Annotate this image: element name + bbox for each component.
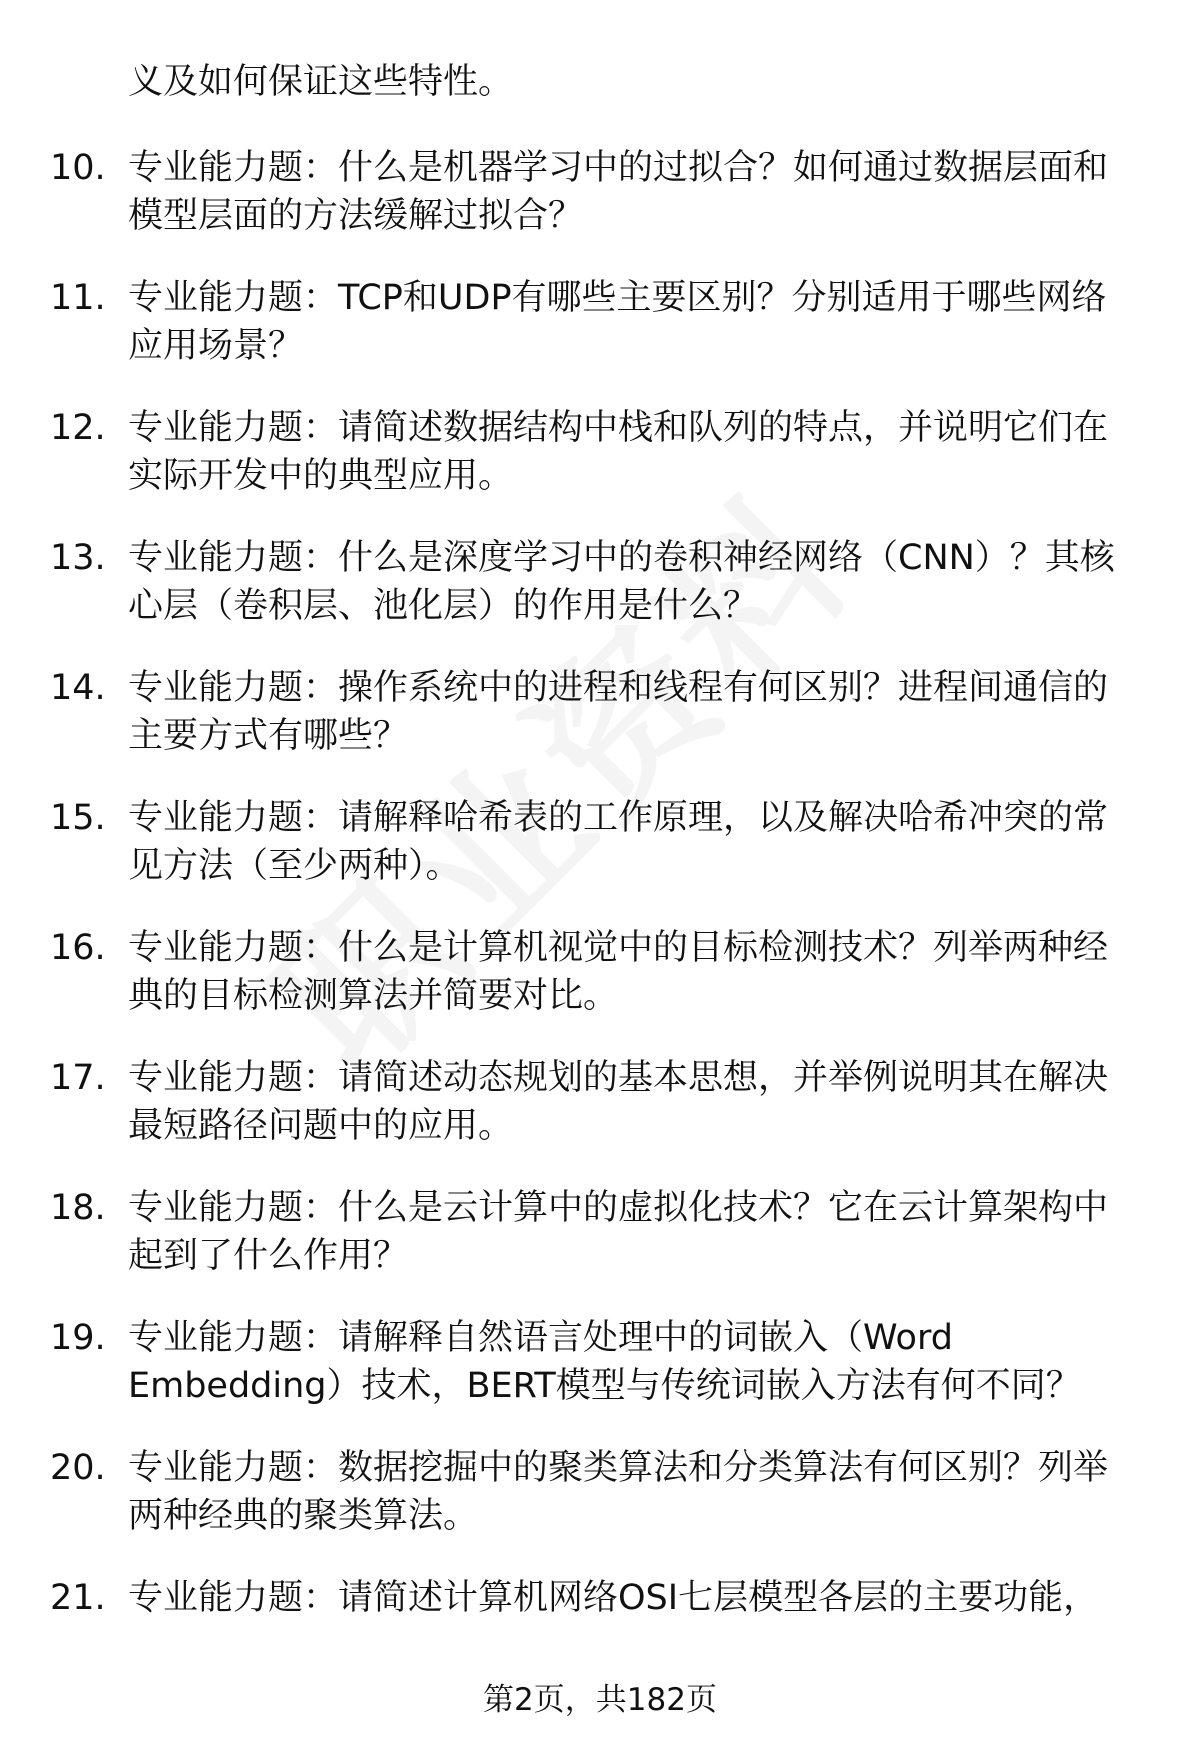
question-number: 19. [50, 1318, 106, 1358]
question-item [0, 1574, 1200, 1622]
question-number: 18. [50, 1188, 106, 1228]
question-item [0, 274, 1200, 370]
question-number: 12. [50, 408, 106, 448]
question-list [0, 58, 1200, 1656]
question-text: 专业能力题：请解释自然语言处理中的词嵌入（Word Embedding）技术，BERT模型与传统词嵌入方法有何不同？ [128, 1318, 1081, 1406]
question-number: 10. [50, 148, 106, 188]
question-item [0, 1184, 1200, 1280]
question-text: 专业能力题：操作系统中的进程和线程有何区别？进程间通信的主要方式有哪些？ [128, 668, 1109, 756]
question-item [0, 924, 1200, 1020]
question-text: 专业能力题：什么是机器学习中的过拟合？如何通过数据层面和模型层面的方法缓解过拟合？ [128, 148, 1109, 236]
question-text: 专业能力题：请简述计算机网络OSI七层模型各层的主要功能， [128, 1578, 1099, 1618]
question-item [0, 144, 1200, 240]
question-item [0, 1314, 1200, 1410]
page-footer: 第2页，共182页 [483, 1682, 717, 1718]
question-item [0, 1444, 1200, 1540]
question-number: 17. [50, 1058, 106, 1098]
question-item [0, 534, 1200, 630]
question-number: 13. [50, 538, 106, 578]
question-text: 专业能力题：请解释哈希表的工作原理，以及解决哈希冲突的常见方法（至少两种）。 [128, 798, 1109, 886]
question-item [0, 404, 1200, 500]
question-number: 20. [50, 1448, 106, 1488]
question-number: 16. [50, 928, 106, 968]
question-item [0, 794, 1200, 890]
question-text: 专业能力题：什么是云计算中的虚拟化技术？它在云计算架构中起到了什么作用？ [128, 1188, 1109, 1276]
question-text: 专业能力题：什么是深度学习中的卷积神经网络（CNN）？其核心层（卷积层、池化层）的作用是什么？ [128, 538, 1115, 626]
question-text: 专业能力题：TCP和UDP有哪些主要区别？分别适用于哪些网络应用场景？ [128, 278, 1107, 366]
question-text: 专业能力题：请简述数据结构中栈和队列的特点，并说明它们在实际开发中的典型应用。 [128, 408, 1109, 496]
question-text: 专业能力题：什么是计算机视觉中的目标检测技术？列举两种经典的目标检测算法并简要对比。 [128, 928, 1109, 1016]
question-continuation: 义及如何保证这些特性。 [128, 62, 514, 102]
question-number: 11. [50, 278, 106, 318]
question-number: 15. [50, 798, 106, 838]
question-text: 专业能力题：数据挖掘中的聚类算法和分类算法有何区别？列举两种经典的聚类算法。 [128, 1448, 1109, 1536]
question-text: 专业能力题：请简述动态规划的基本思想，并举例说明其在解决最短路径问题中的应用。 [128, 1058, 1109, 1146]
question-number: 14. [50, 668, 106, 708]
question-number: 21. [50, 1578, 106, 1618]
question-item [0, 664, 1200, 760]
question-item [0, 1054, 1200, 1150]
